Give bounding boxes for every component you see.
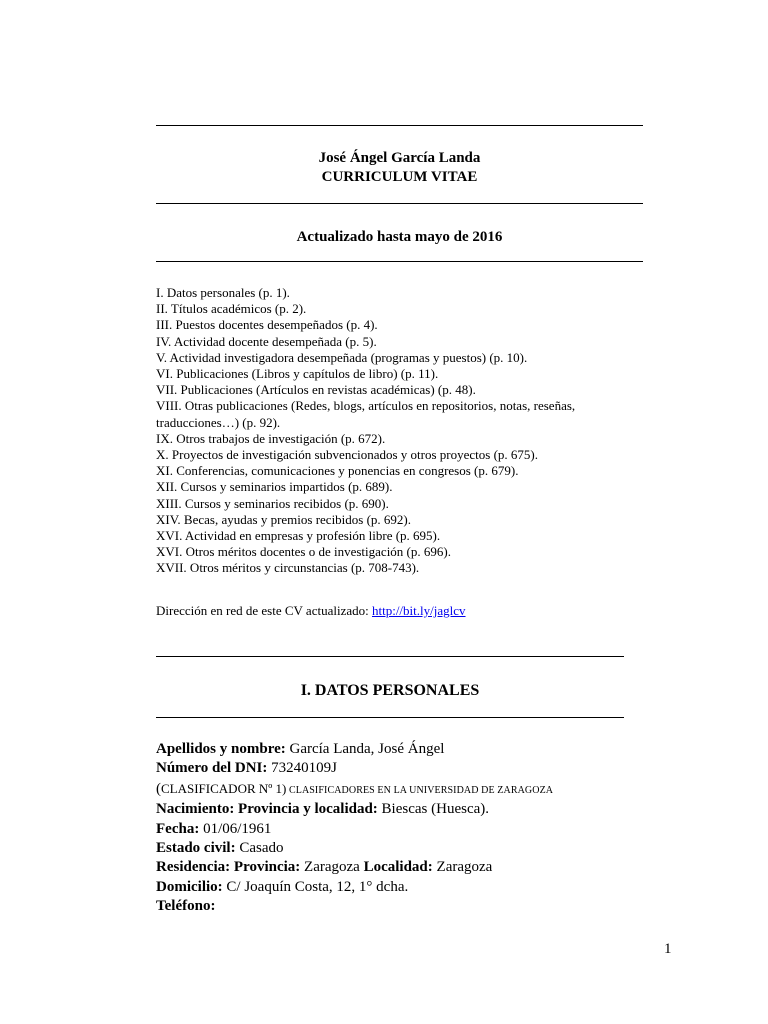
toc-item: I. Datos personales (p. 1). [156, 285, 290, 300]
cv-link-label: Dirección en red de este CV actualizado: [156, 603, 372, 618]
name-value: García Landa, José Ángel [285, 741, 445, 757]
divider-section-bottom [156, 717, 624, 718]
toc-item: XIII. Cursos y seminarios recibidos (p. 690). [156, 495, 389, 511]
toc-item: XIV. Becas, ayudas y premios recibidos (p. 692). [156, 511, 412, 527]
cv-link[interactable]: http://bit.ly/jaglcv [371, 603, 466, 618]
dni-value: 73240109J [267, 760, 337, 777]
civil-status-value: Casado [235, 840, 284, 857]
residence-label: Residencia: Provincia: [156, 859, 301, 876]
civil-status-row [156, 839, 676, 858]
section-heading: I. DATOS PERSONALES [300, 682, 480, 699]
divider-updated [156, 261, 643, 262]
page-number: 1 [664, 941, 672, 957]
phone-label: Teléfono: [156, 898, 216, 915]
date-label: Fecha: [156, 820, 200, 837]
divider-section-top [156, 656, 624, 657]
phone-row [156, 897, 676, 916]
dni-label: Número del DNI: [156, 760, 268, 777]
dni-row [156, 759, 676, 778]
divider-title [156, 203, 643, 204]
toc-item: VI. Publicaciones (Libros y capítulos de libro) (p. 11). [156, 366, 439, 382]
birth-value: Biescas (Huesca). [377, 801, 490, 818]
clasificador-paren: ( [156, 780, 161, 797]
toc-item: II. Títulos académicos (p. 2). [156, 301, 307, 317]
cv-link-line [156, 603, 466, 619]
personal-data [156, 740, 676, 917]
civil-status-label: Estado civil: [156, 840, 236, 857]
name-row [156, 740, 676, 759]
residence-row [156, 858, 676, 877]
toc-item: X. Proyectos de investigación subvencionados y otros proyectos (p. 675). [156, 447, 538, 463]
clasificador-value: CLASIFICADORES EN LA UNIVERSIDAD DE ZARAGOZA [286, 784, 554, 796]
locality-label: Localidad: [363, 859, 433, 876]
toc-item: IV. Actividad docente desempeñada (p. 5). [156, 333, 377, 349]
toc-item: XII. Cursos y seminarios impartidos (p. 689). [156, 479, 393, 495]
toc-item: V. Actividad investigadora desempeñada (programas y puestos) (p. 10). [156, 349, 528, 365]
divider-top [156, 125, 643, 126]
toc-item: XVII. Otros méritos y circunstancias (p. 708-743). [156, 560, 420, 576]
birth-row [156, 800, 676, 819]
toc-item: IX. Otros trabajos de investigación (p. 672). [156, 430, 386, 446]
toc-item: traducciones…) (p. 92). [156, 414, 281, 430]
residence-value: Zaragoza [300, 859, 364, 876]
address-value: C/ Joaquín Costa, 12, 1° dcha. [222, 878, 409, 895]
toc-item: VIII. Otras publicaciones (Redes, blogs, artículos en repositorios, notas, reseñas, [156, 398, 576, 414]
toc-item: XVI. Actividad en empresas y profesión libre (p. 695). [156, 528, 441, 544]
document-title: CURRICULUM VITAE [321, 169, 478, 185]
toc-item: III. Puestos docentes desempeñados (p. 4). [156, 317, 378, 333]
updated-date: Actualizado hasta mayo de 2016 [296, 229, 503, 245]
toc-item: VII. Publicaciones (Artículos en revistas académicas) (p. 48). [156, 382, 476, 398]
clasificador-label: CLASIFICADOR Nº 1) [161, 780, 287, 796]
clasificador-row [156, 779, 676, 800]
table-of-contents [156, 285, 676, 577]
toc-item: XI. Conferencias, comunicaciones y ponencias en congresos (p. 679). [156, 463, 519, 479]
birth-label: Nacimiento: Provincia y localidad: [156, 801, 378, 818]
locality-value: Zaragoza [432, 859, 493, 876]
name-label: Apellidos y nombre: [156, 741, 286, 757]
date-value: 01/06/1961 [199, 820, 272, 837]
date-row [156, 820, 676, 839]
toc-item: XVI. Otros méritos docentes o de investigación (p. 696). [156, 544, 451, 560]
address-label: Domicilio: [156, 878, 223, 895]
address-row [156, 878, 676, 897]
author-name: José Ángel García Landa [318, 150, 481, 166]
